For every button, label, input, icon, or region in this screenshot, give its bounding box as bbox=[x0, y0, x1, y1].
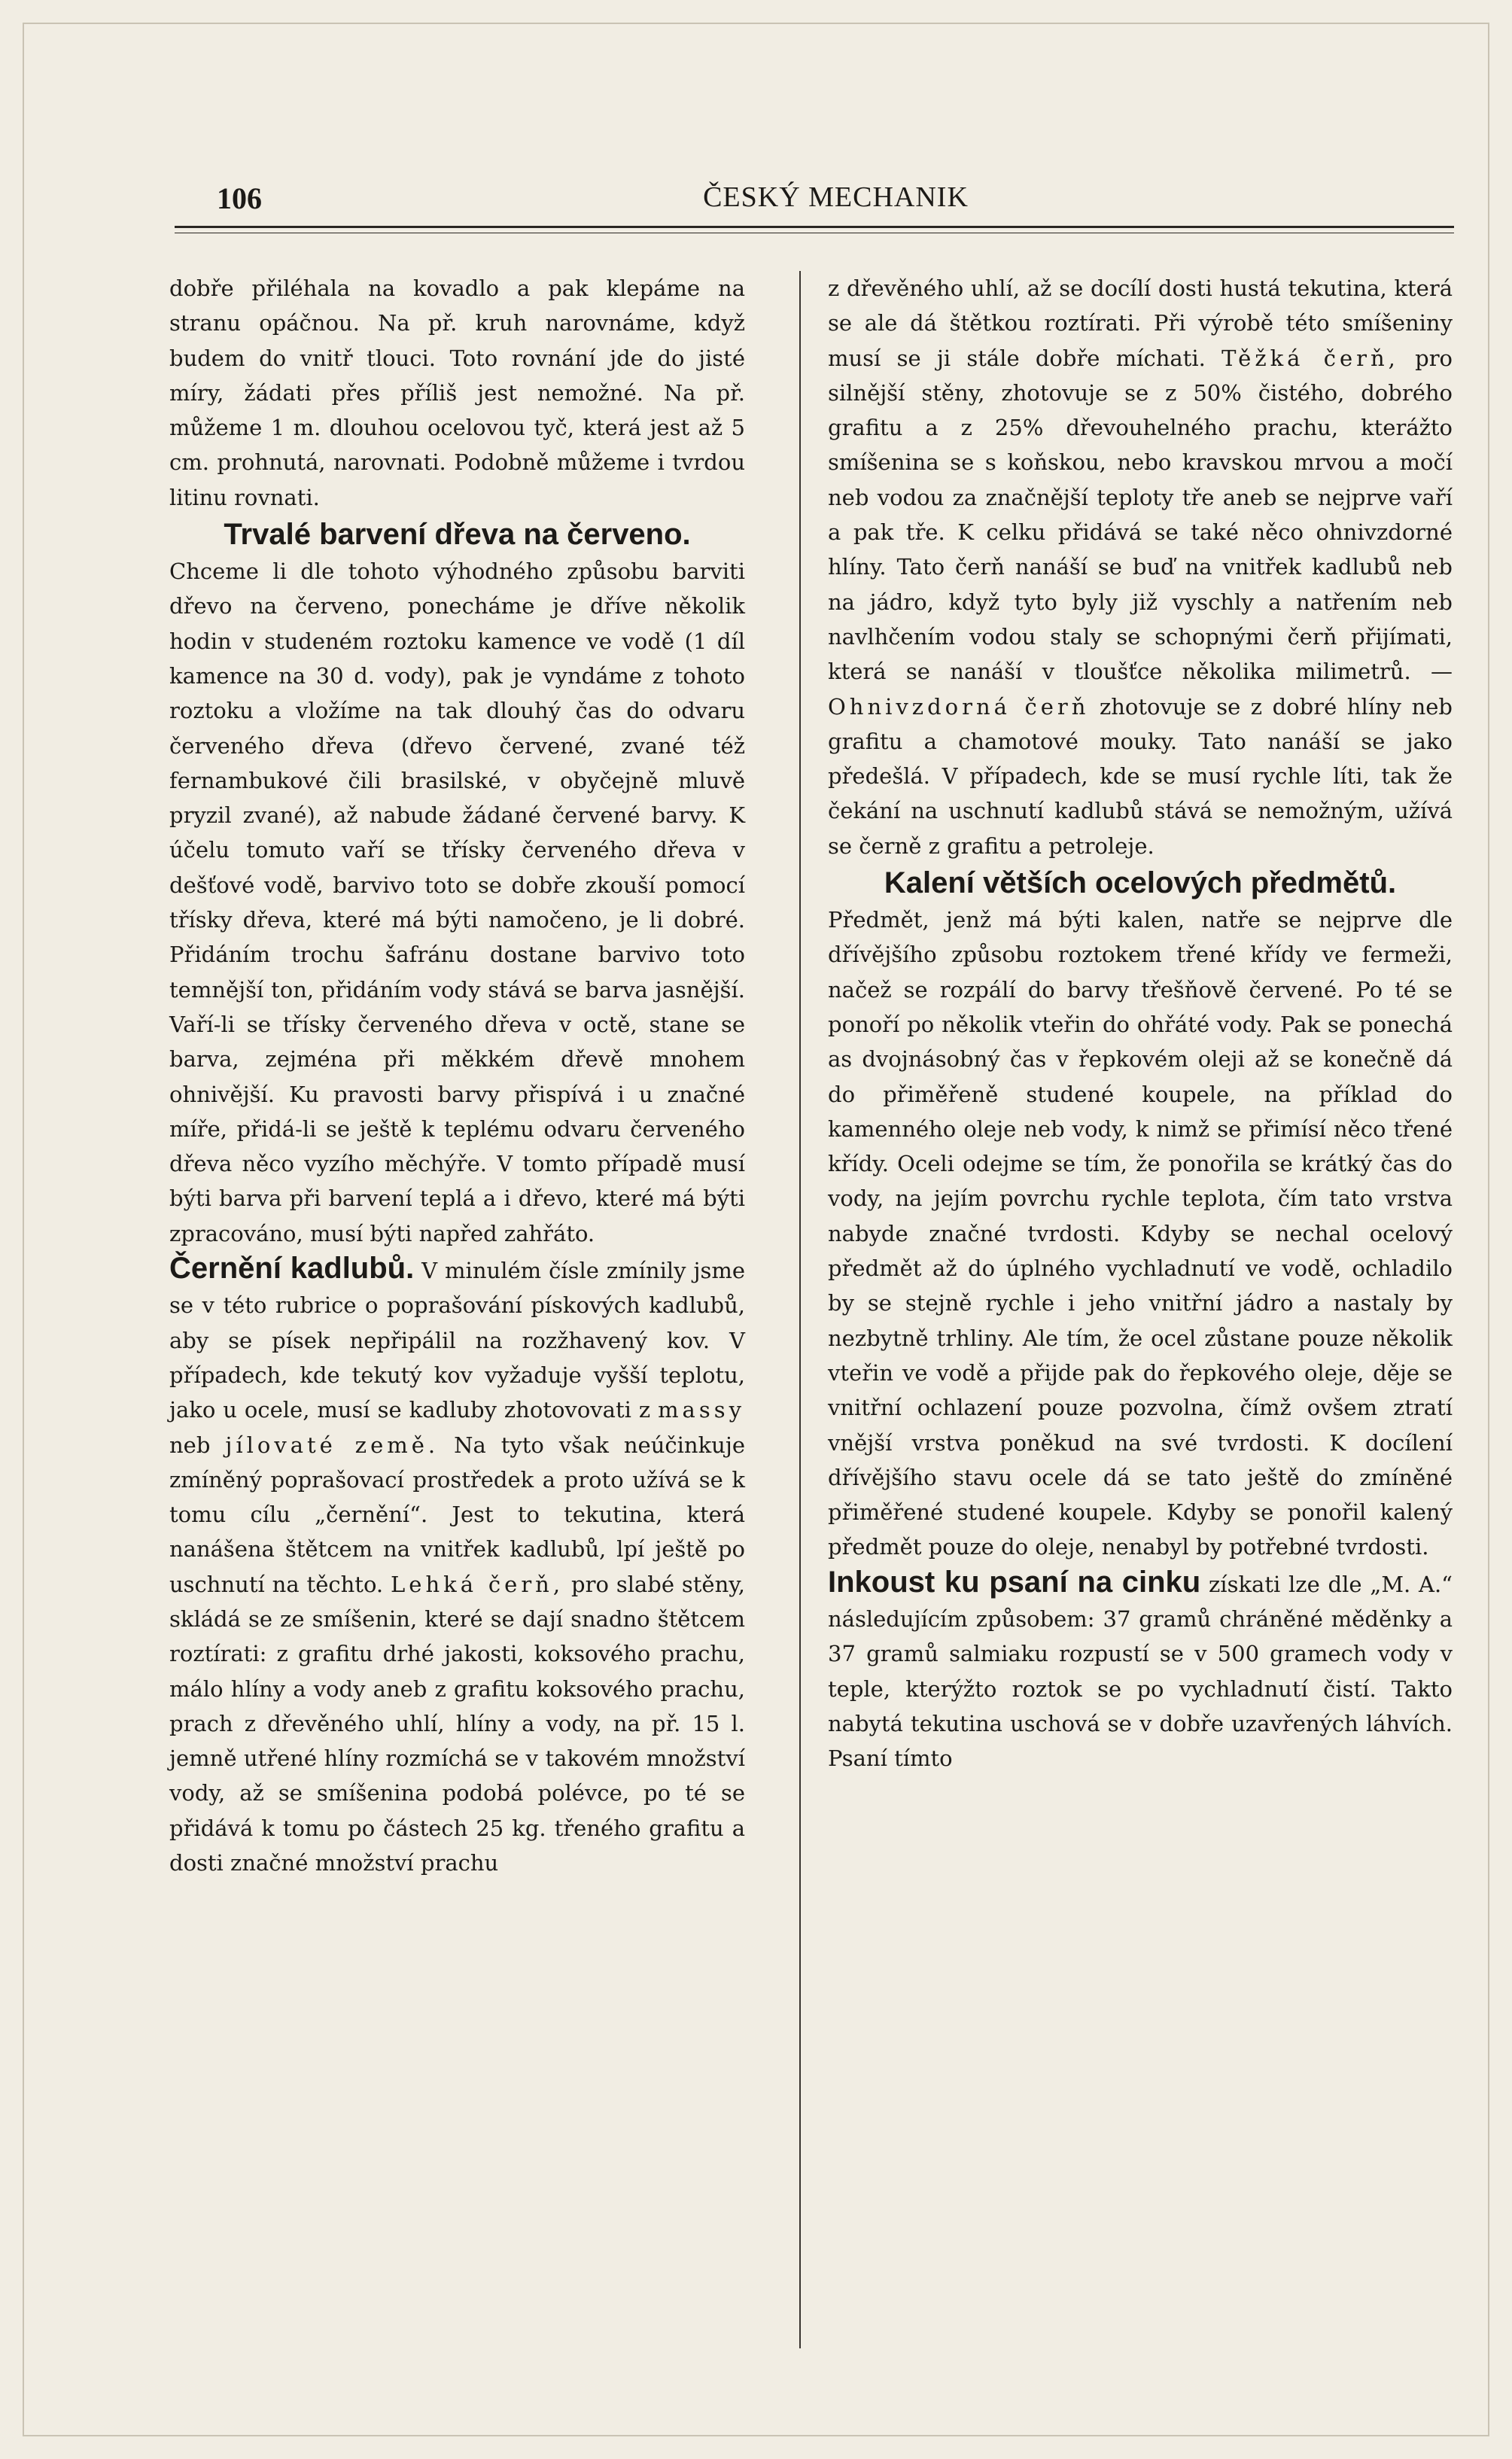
run-in-heading: Černění kadlubů. bbox=[169, 1252, 415, 1286]
text-run: V minulém čísle zmínily jsme se v této rubrice o poprašování pískových kadlubů, aby se písek nepřipálil na rozžhavený kov. V případech, kde tekutý kov vyžaduje vyšší teplotu, jako u ocele, musí se kadluby zhotovovati z bbox=[169, 1258, 745, 1423]
header-rule bbox=[175, 226, 1454, 233]
text-run: neb bbox=[169, 1432, 211, 1458]
text-run: získati lze dle „M. A.“ následujícím způsobem: 37 gramů chráněné měděnky a 37 gramů salmiaku rozpustí se v 500 gramech vody v teple, kterýžto roztok se po vychladnutí čistí. Takto nabytá tekutina uschová se v dobře uzavřených láhvích. Psaní tímto bbox=[828, 1571, 1453, 1772]
section-heading: Kalení větších ocelových předmětů. bbox=[884, 866, 1397, 900]
paragraph bbox=[169, 1251, 745, 1880]
spaced-term: massy bbox=[658, 1397, 745, 1423]
page-header bbox=[217, 181, 1455, 226]
section-heading: Trvalé barvení dřeva na červeno. bbox=[224, 518, 691, 552]
run-in-heading: Inkoust ku psaní na cinku bbox=[828, 1565, 1201, 1599]
paragraph: Chceme li dle tohoto výhodného způsobu barviti dřevo na červeno, ponecháme je dříve několik hodin v studeném roztoku kamence ve vodě (1 díl kamence na 30 d. vody), pak je vyndáme z tohoto roztoku a vložíme na tak dlouhý čas do odvaru červeného dřeva (dřevo červené, zvané též fernambukové čili brasilské, v obyčejně mluvě pryzil zvané), až nabude žádané červené barvy. K účelu tomuto vaří se třísky červeného dřeva v dešťové vodě, barvivo toto se dobře zkouší pomocí třísky dřeva, které má býti namočeno, je li dobré. Přidáním trochu šafránu dostane barvivo toto temnější ton, přidáním vody stává se barva jasnější. Vaří-li se třísky červeného dřeva v octě, stane se barva, zejména při měkkém dřevě mnohem ohnivější. Ku pravosti barvy přispívá i u značné míře, přidá-li se ještě k teplému odvaru červeného dřeva něco vyzího měchýře. V tomto případě musí býti barva při barvení teplá a i dřevo, které má býti zpracováno, musí býti napřed zahřáto. bbox=[169, 558, 745, 1246]
column-divider bbox=[799, 271, 801, 2348]
text-run: zhotovuje se z dobré hlíny neb grafitu a chamotové mouky. Tato nanáší se jako předešlá. V případech, kde se musí rychle líti, tak že čekání na uschnutí kadlubů stává se nemožným, užívá se černě z grafitu a petroleje. bbox=[828, 693, 1453, 859]
journal-title: ČESKÝ MECHANIK bbox=[703, 181, 969, 213]
paragraph bbox=[828, 271, 1453, 863]
text-run: pro silnější stěny, zhotovuje se z 50% čistého, dobrého grafitu a z 25% dřevouhelného prachu, kterážto smíšenina se s koňskou, nebo kravskou mrvou a močí neb vodou za značnější teploty tře aneb se nejprve vaří a pak tře. K celku přidává se také něco ohnivzdorné hlíny. Tato čerň nanáší se buď na vnitřek kadlubů neb na jádro, když tyto byly již vyschly a natřením neb navlhčením vodou staly se schopnými čerň přijímati, která se nanáší v tloušťce několika milimetrů. — bbox=[828, 345, 1453, 685]
paragraph: Předmět, jenž má býti kalen, natře se nejprve dle dřívějšího způsobu roztokem třené křídy ve fermeži, načež se rozpálí do barvy třešňově červené. Po té se ponoří po několik vteřin do ohřáté vody. Pak se ponechá as dvojnásobný čas v řepkovém oleji až se konečně dá do přiměřeně studené koupele, na příklad do kamenného oleje neb vody, k nimž se přimísí něco třené křídy. Oceli odejme se tím, že ponořila se krátký čas do vody, na jejím povrchu rychle teplota, čím tato vrstva nabyde značné tvrdosti. Kdyby se nechal ocelový předmět až do úplného vychladnutí ve vodě, ochladilo by se stejně rychle i jeho vnitřní jádro a nastaly by nezbytně trhliny. Ale tím, že ocel zůstane pouze několik vteřin ve vodě a přijde pak do řepkového oleje, děje se vnitřní ochlazení pouze pozvolna, čímž ovšem ztratí vnější vrstva poněkud na své tvrdosti. K docílení dřívějšího stavu ocele dá se tato ještě do zmíněné přiměřené studené koupele. Kdyby se ponořil kalený předmět pouze do oleje, nenabyl by potřebné tvrdosti. bbox=[828, 907, 1453, 1560]
spaced-term: jílovaté země. bbox=[225, 1432, 440, 1458]
spaced-term: Lehká čerň, bbox=[391, 1571, 564, 1597]
paragraph bbox=[828, 1565, 1453, 1776]
left-column bbox=[169, 271, 745, 1880]
spaced-term: Těžká čerň, bbox=[1221, 345, 1399, 371]
paragraph: dobře přiléhala na kovadlo a pak klepáme na stranu opáčnou. Na př. kruh narovnáme, když budem do vnitř tlouci. Toto rovnání jde do jisté míry, žádati přes příliš jest nemožné. Na př. můžeme 1 m. dlouhou ocelovou tyč, která jest až 5 cm. prohnutá, narovnati. Podobně můžeme i tvrdou litinu rovnati. bbox=[169, 275, 745, 510]
text-run: z dřevěného uhlí, až se docílí dosti hustá tekutina, která se ale dá štětkou roztírati. Při výrobě této smíšeniny musí se ji stále dobře míchati. bbox=[828, 275, 1453, 371]
spaced-term: Ohnivzdorná čerň bbox=[828, 693, 1090, 720]
text-run: pro slabé stěny, skládá se ze smíšenin, které se dají snadno štětcem roztírati: z grafitu drhé jakosti, koksového prachu, málo hlíny a vody aneb z grafitu koksového prachu, prach z dřevěného uhlí, hlíny a vody, na př. 15 l. jemně utřené hlíny rozmíchá se v takovém množství vody, až se smíšenina podobá polévce, po té se přidává k tomu po částech 25 kg. třeného grafitu a dosti značné množství prachu bbox=[169, 1571, 746, 1876]
text-run: Na tyto však neúčinkuje zmíněný poprašovací prostředek a proto užívá se k tomu cílu „černění“. Jest to tekutina, která nanášena štětcem na vnitřek kadlubů, lpí ještě po uschnutí na těchto. bbox=[169, 1432, 745, 1597]
page-number: 106 bbox=[217, 181, 262, 215]
right-column bbox=[828, 271, 1453, 1776]
